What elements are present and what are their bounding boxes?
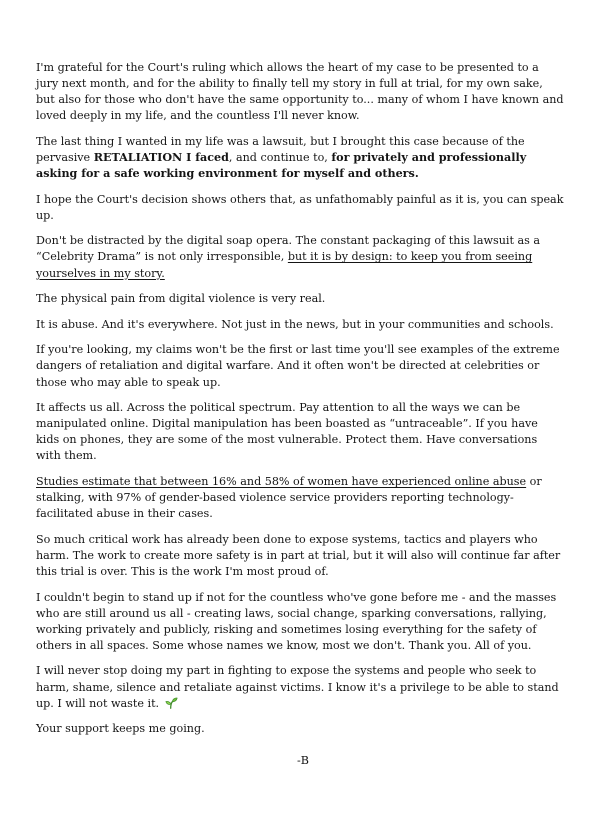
- paragraph-11-text-1: I couldn't begin to stand up if not for the countless who've gone before me - and the masses who are still around us all - creating laws, social change, sparking conversations, rallying, working privately and publicly, risking and sometimes losing everything for the safety of others in all spaces. Some whose names we know, most we don't. Thank you. All of you.: [36, 590, 557, 652]
- signature: -B: [297, 754, 309, 768]
- paragraph-10: [36, 532, 564, 580]
- paragraph-12-text-1: I will never stop doing my part in fighting to expose the systems and people who seek to harm, shame, silence and retaliate against victims. I know it's a privilege to be able to stand up. I will not waste it.: [36, 664, 559, 710]
- paragraph-3-text-1: I hope the Court's decision shows others that, as unfathomably painful as it is, you can speak up.: [36, 192, 564, 222]
- paragraph-9: [36, 474, 564, 522]
- paragraph-13: [36, 721, 564, 737]
- paragraph-12: [36, 663, 564, 711]
- paragraph-11: [36, 590, 564, 654]
- paragraph-9-text-2: or stalking, with 97% of gender-based violence service providers reporting technology-facilitated abuse in their cases.: [36, 474, 542, 521]
- paragraph-2-text-4: for privately and professionally asking for a safe working environment for myself and others.: [36, 150, 527, 181]
- paragraph-5: [36, 291, 564, 307]
- statement-body: [36, 60, 564, 737]
- paragraph-1-text-1: I'm grateful for the Court's ruling which allows the heart of my case to be presented to a jury next month, and for the ability to finally tell my story in full at trial, for my own sake, but also for those who don't have the same opportunity to... many of whom I have known and loved deeply in my life, and the countless I'll never know.: [36, 61, 564, 123]
- paragraph-2-text-2: RETALIATION I faced: [93, 150, 229, 164]
- paragraph-4-text-1: Don't be distracted by the digital soap opera. The constant packaging of this lawsuit as a “Celebrity Drama” is not only irresponsible,: [36, 234, 541, 264]
- paragraph-8-text-1: It affects us all. Across the political spectrum. Pay attention to all the ways we can be manipulated online. Digital manipulation has been boasted as “untraceable”. If you have kids on phones, they are some of the most vulnerable. Protect them. Have conversations with them.: [36, 401, 538, 463]
- paragraph-13-text-1: Your support keeps me going.: [36, 722, 205, 736]
- paragraph-4: [36, 233, 564, 281]
- paragraph-7-text-1: If you're looking, my claims won't be the first or last time you'll see examples of the extreme dangers of retaliation and digital warfare. And it often won't be directed at celebrities or those who may able to speak up.: [36, 343, 560, 389]
- paragraph-10-text-1: So much critical work has already been done to expose systems, tactics and players who harm. The work to create more safety is in part at trial, but it will also will continue far after this trial is over. This is the work I'm most proud of.: [36, 532, 561, 578]
- seedling-icon: [165, 696, 178, 709]
- paragraph-9-text-1: Studies estimate that between 16% and 58% of women have experienced online abuse: [36, 474, 527, 488]
- paragraph-2-text-3: , and continue to,: [228, 150, 332, 164]
- paragraph-2: [36, 134, 564, 182]
- paragraph-4-text-2: but it is by design: to keep you from seeing yourselves in my story.: [36, 250, 533, 280]
- paragraph-8: [36, 400, 564, 464]
- paragraph-6: [36, 317, 564, 333]
- paragraph-3: [36, 192, 564, 224]
- paragraph-1: [36, 60, 564, 124]
- paragraph-5-text-1: The physical pain from digital violence is very real.: [36, 292, 326, 306]
- paragraph-7: [36, 342, 564, 390]
- paragraph-6-text-1: It is abuse. And it's everywhere. Not just in the news, but in your communities and schools.: [36, 317, 554, 331]
- paragraph-2-text-1: The last thing I wanted in my life was a lawsuit, but I brought this case because of the pervasive: [36, 134, 525, 164]
